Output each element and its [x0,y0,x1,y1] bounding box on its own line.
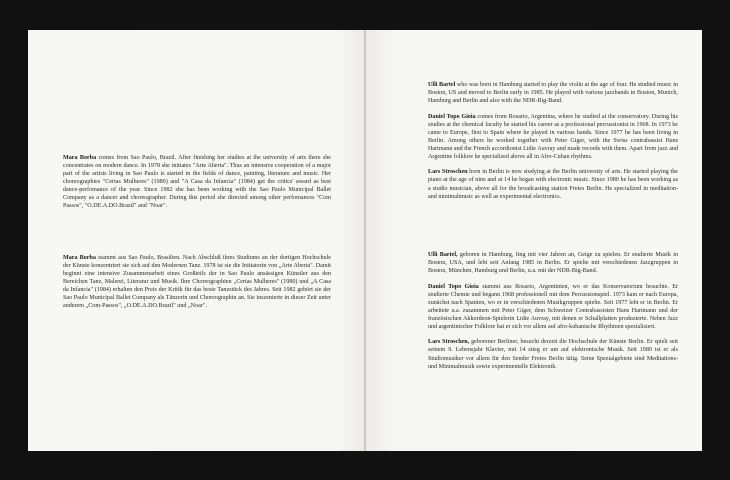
person-name: Ulli Bartel, [428,252,458,258]
person-name: Lars Stroschen, [428,339,470,346]
bio-text: comes from Rosario, Argentina, where he studied at the conservatory. During his studies at the chemical faculty he started his career as a professional percussionist in 1968. In 1973 he came to Europe, first to Spain where he played in various bands. Since 1977 he has been living in Berlin. Among others he worked together with Peter Giger, with the Swiss contrabassist Hans Hartmann and the French accordionist Lidie Auvray and made records with them. Apart from jazz and Argentine folklore he specialized above all in Afro-Cuban rhythms. [428,113,678,160]
bio-text: stammt aus Sao Paulo, Brasilien. Nach Abschluß ihres Studiums an der dortigen Hochschule der Künste konzentriert sie sich auf den Modernen Tanz. 1978 ist sie die Initiatorin von „Arte Aberta". Damit beginnt eine intensive Zusammenarbeit eines Großteils der in Sao Paulo ansässigen Künstler aus den Bereichen Tanz, Malerei, Literatur und Musik. Ihre Choreographien „Certas Mulheres" (1980) und „A Casa da Infancia" (1984) erhalten den Preis der Kritik für das beste Tanzstück des Jahres. Seit 1982 gehört sie der Sao Paulo Municipal Ballet Company als Tänzerin und Choreographin an. Sie inszenierte in dieser Zeit unter anderem „Com-Passos", „O.DE.A.DO.Brazil" und „Noar". [63,255,331,310]
paragraph [63,254,331,310]
bio-mara-borba-en [63,154,331,218]
paragraph [63,154,331,210]
book-spread [28,30,702,451]
bio-text: geboren in Hamburg, fing mit vier Jahren an, Geige zu spielen. Er studierte Musik in Boston, USA, und lebt seit Anfang 1985 in Berlin. Er spielte mit verschiedenen Jazzgruppen in Boston, München, Hamburg und Berlin, u.a. mit der NDR-Big-Band. [428,252,678,275]
left-page [28,30,364,451]
bio-text: stammt aus Rosario, Argentinien, wo er das Konservatorium besuchte. Er studierte Chemie und begann 1968 professionell mit dem Percussionspiel. 1973 kam er nach Europa, zunächst nach Spanien, wo er in verschiedenen Musikgruppen spielte. Seit 1977 lebt er in Berlin. Er arbeitete u.a. zusammen mit Peter Giger, dem Schweizer Contrabassisten Hans Hartmann und der französischen Akkordeon-Spielerin Lidie Auvray, mit denen er Schallplatten produzierte. Neben Jazz und argentinischer Folklore hat er sich vor allem auf afro-kubanische Rhythmen spezialisiert. [428,283,678,330]
person-name: Daniel Topo Gioia [428,113,476,120]
person-name: Ulli Bartel [428,82,456,88]
bio-daniel-topo-gioia-de [428,283,678,331]
bio-text: who was born in Hamburg started to play the violin at the age of four. He studied music in Boston, US and moved to Berlin early in 1985. He played with various jazzbands in Boston, Munich, Hamburg and Berlin and also with the NDR-Big-Band. [428,82,678,105]
bio-daniel-topo-gioia-en [428,113,678,161]
bios-english [428,81,678,208]
bio-lars-stroschen-en [428,168,678,200]
bio-text: born in Berlin is now studying at the Berlin university of arts. He started playing the piano at the age of nine and at 14 he began with electronic music. Since 1980 he has been working as a studio musician, above all for the broadcasting station Freies Berlin. He specialized in meditation- and minimalmusic as well as experimental electronics. [428,169,678,200]
bio-mara-borba-de [63,254,331,318]
bio-lars-stroschen-de [428,338,678,370]
person-name: Lars Stroschen [428,169,468,176]
bios-german [428,251,678,378]
bio-text: comes from Sao Paulo, Brazil. After finishing her studies at the university of arts there she concentrates on modern dance. In 1978 she initiates "Arte Aberta". Thus an intensive cooperation of a major part of the artists living in Sao Paulo is started in the fields of dance, painting, literature and music. Her choreographies "Certas Mulheres" (1980) and "A Casa da Infancia" (1984) get the critics' award as best dance-perfomance of the year. Since 1982 she has been working with the Sao Paulo Municipal Ballet Company as a dancer and choreographer. During this period she directed among other perfomances "Com Passos", "O.DE.A.DO.Brazil" and "Noar". [63,155,331,210]
bio-ulli-bartel-en [428,81,678,105]
right-page [366,30,702,451]
bio-text: geborener Berliner, besucht derzeit die Hochschule der Künste Berlin. Er spielt seit seinem 9. Lebensjahr Klavier, mit 14 stieg er um auf elektronische Musik. Seit 1980 ist er als Studiomusiker vor allem für den Sender Freies Berlin tätig. Seine Spezialgebiete sind Meditations- und Minimalmusik sowie experimentelle Elektronik. [428,339,679,370]
person-name: Mara Borba [63,155,97,161]
person-name: Daniel Topo Gioia [428,283,479,290]
person-name: Mara Borba [63,255,96,261]
bio-ulli-bartel-de [428,251,678,275]
